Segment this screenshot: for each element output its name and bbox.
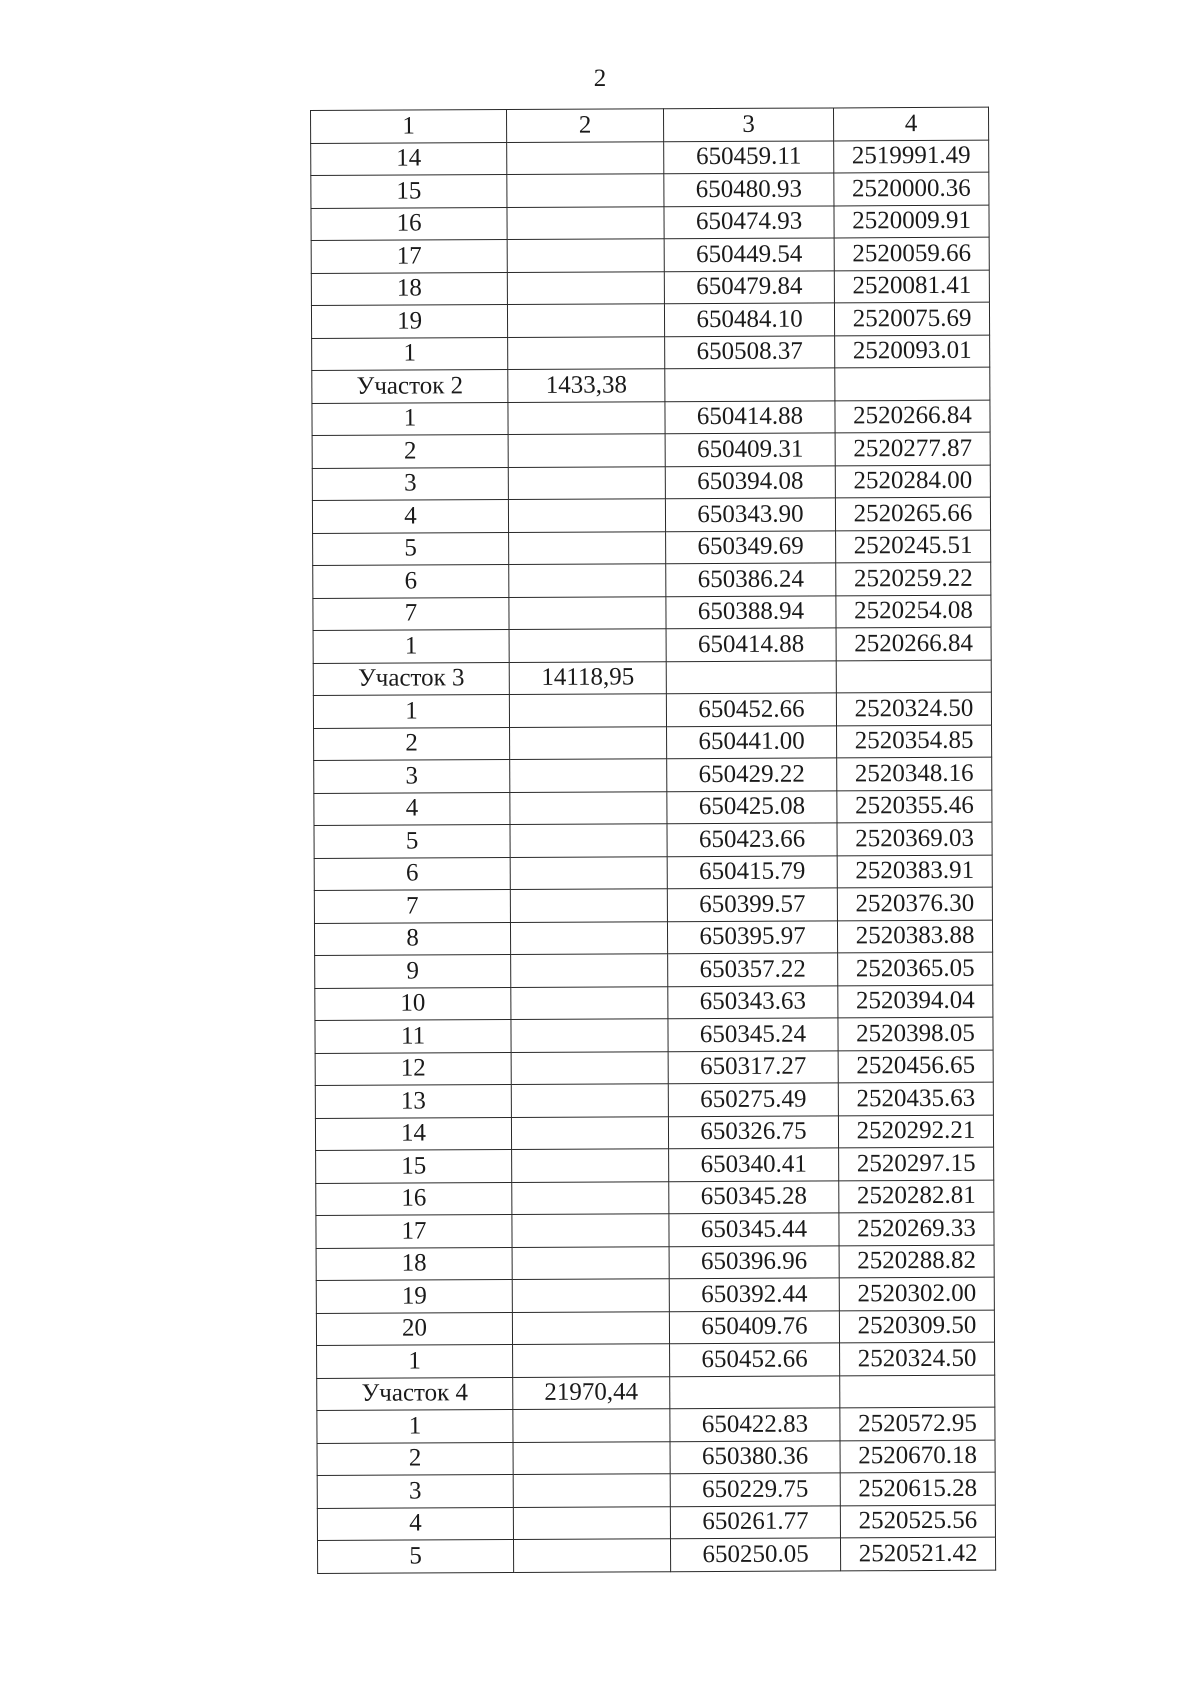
y-coordinate-cell: 2520383.88: [837, 920, 992, 953]
x-coordinate-cell: [670, 1375, 840, 1408]
point-number-cell: 15: [316, 1150, 512, 1183]
x-coordinate-cell: 650380.36: [670, 1440, 840, 1473]
point-number-cell: 3: [317, 1475, 513, 1508]
table-row: [314, 855, 992, 891]
y-coordinate-cell: 2520269.33: [839, 1212, 994, 1245]
x-coordinate-cell: 650229.75: [670, 1473, 840, 1506]
area-cell: [513, 1506, 670, 1539]
x-coordinate-cell: 650345.44: [669, 1213, 839, 1246]
point-number-cell: 3: [314, 760, 510, 793]
y-coordinate-cell: 2520615.28: [840, 1472, 995, 1505]
point-number-cell: 4: [317, 1507, 513, 1540]
point-number-cell: 14: [311, 142, 507, 175]
table-row: [316, 1147, 994, 1183]
area-cell: [512, 1246, 669, 1279]
area-cell: [510, 824, 667, 857]
area-cell: [512, 1311, 669, 1344]
x-coordinate-cell: 650392.44: [669, 1278, 839, 1311]
table-row: [317, 1342, 995, 1378]
area-cell: [507, 174, 664, 207]
x-coordinate-cell: 650326.75: [668, 1115, 838, 1148]
table-row: [316, 1180, 994, 1216]
table-row: [312, 432, 990, 468]
y-coordinate-cell: 2520000.36: [834, 172, 989, 205]
area-cell: [511, 1019, 668, 1052]
point-number-cell: 20: [316, 1312, 512, 1345]
x-coordinate-cell: 650396.96: [669, 1245, 839, 1278]
x-coordinate-cell: 650343.90: [665, 498, 835, 531]
x-coordinate-cell: 650394.08: [665, 465, 835, 498]
table-row: [315, 1115, 993, 1151]
table-row: [317, 1407, 995, 1443]
coordinates-table-body: [311, 107, 996, 1573]
table-row: [312, 465, 990, 501]
y-coordinate-cell: 2520288.82: [839, 1245, 994, 1278]
point-number-cell: 16: [311, 207, 507, 240]
x-coordinate-cell: 650345.24: [668, 1018, 838, 1051]
x-coordinate-cell: 650343.63: [668, 985, 838, 1018]
table-row: [315, 952, 993, 988]
table-row: [311, 302, 989, 338]
y-coordinate-cell: 2520456.65: [838, 1050, 993, 1083]
y-coordinate-cell: 2520369.03: [837, 822, 992, 855]
section-row: [312, 367, 990, 403]
x-coordinate-cell: 650275.49: [668, 1083, 838, 1116]
x-coordinate-cell: 650425.08: [667, 790, 837, 823]
point-number-cell: 17: [311, 240, 507, 273]
header-cell-1: 1: [311, 110, 507, 143]
point-number-cell: 1: [312, 337, 508, 370]
x-coordinate-cell: [665, 368, 835, 401]
table-row: [313, 562, 991, 598]
point-number-cell: 1: [317, 1345, 513, 1378]
y-coordinate-cell: 2520324.50: [840, 1342, 995, 1375]
point-number-cell: 7: [313, 597, 509, 630]
area-cell: [513, 1539, 670, 1572]
area-cell: [510, 791, 667, 824]
area-cell: [511, 954, 668, 987]
area-cell: [513, 1344, 670, 1377]
y-coordinate-cell: 2520435.63: [838, 1082, 993, 1115]
point-number-cell: 2: [312, 435, 508, 468]
x-coordinate-cell: 650484.10: [664, 303, 834, 336]
x-coordinate-cell: 650409.31: [665, 433, 835, 466]
x-coordinate-cell: 650250.05: [670, 1538, 840, 1571]
x-coordinate-cell: 650508.37: [665, 335, 835, 368]
point-number-cell: 1: [313, 630, 509, 663]
x-coordinate-cell: 650349.69: [666, 530, 836, 563]
point-number-cell: 5: [317, 1540, 513, 1573]
table-row: [315, 985, 993, 1021]
y-coordinate-cell: 2520292.21: [838, 1115, 993, 1148]
y-coordinate-cell: 2520254.08: [836, 595, 991, 628]
y-coordinate-cell: [840, 1375, 995, 1408]
table-row: [311, 270, 989, 306]
y-coordinate-cell: 2520266.84: [836, 627, 991, 660]
table-row: [317, 1440, 995, 1476]
section-area-cell: 1433,38: [508, 369, 665, 402]
area-cell: [511, 1084, 668, 1117]
area-cell: [509, 564, 666, 597]
x-coordinate-cell: 650317.27: [668, 1050, 838, 1083]
x-coordinate-cell: 650395.97: [667, 920, 837, 953]
area-cell: [513, 1409, 670, 1442]
area-cell: [507, 271, 664, 304]
point-number-cell: 4: [314, 792, 510, 825]
table-row: [317, 1537, 995, 1573]
area-cell: [513, 1441, 670, 1474]
point-number-cell: 5: [313, 532, 509, 565]
area-cell: [508, 434, 665, 467]
table-row: [316, 1310, 994, 1346]
table-row: [312, 497, 990, 533]
section-name-cell: Участок 4: [317, 1377, 513, 1410]
y-coordinate-cell: 2520572.95: [840, 1407, 995, 1440]
section-row: [313, 660, 991, 696]
point-number-cell: 2: [314, 727, 510, 760]
x-coordinate-cell: 650452.66: [666, 693, 836, 726]
section-name-cell: Участок 3: [313, 662, 509, 695]
area-cell: [508, 401, 665, 434]
table-row: [311, 172, 989, 208]
y-coordinate-cell: 2520302.00: [839, 1277, 994, 1310]
table-row: [316, 1277, 994, 1313]
y-coordinate-cell: 2520525.56: [840, 1505, 995, 1538]
point-number-cell: 10: [315, 987, 511, 1020]
area-cell: [512, 1149, 669, 1182]
area-cell: [509, 596, 666, 629]
area-cell: [510, 856, 667, 889]
area-cell: [512, 1279, 669, 1312]
area-cell: [508, 499, 665, 532]
area-cell: [510, 759, 667, 792]
area-cell: [509, 629, 666, 662]
area-cell: [507, 206, 664, 239]
y-coordinate-cell: 2520277.87: [835, 432, 990, 465]
point-number-cell: 19: [311, 305, 507, 338]
table-row: [315, 1050, 993, 1086]
x-coordinate-cell: 650422.83: [670, 1408, 840, 1441]
table-row: [315, 1017, 993, 1053]
area-cell: [510, 889, 667, 922]
point-number-cell: 9: [315, 955, 511, 988]
y-coordinate-cell: 2520093.01: [835, 335, 990, 368]
y-coordinate-cell: 2520670.18: [840, 1440, 995, 1473]
point-number-cell: 2: [317, 1442, 513, 1475]
area-cell: [513, 1474, 670, 1507]
section-row: [317, 1375, 995, 1411]
table-row: [311, 237, 989, 273]
area-cell: [507, 304, 664, 337]
x-coordinate-cell: 650357.22: [668, 953, 838, 986]
point-number-cell: 1: [312, 402, 508, 435]
x-coordinate-cell: 650415.79: [667, 855, 837, 888]
x-coordinate-cell: 650441.00: [667, 725, 837, 758]
x-coordinate-cell: 650449.54: [664, 238, 834, 271]
y-coordinate-cell: 2520284.00: [835, 465, 990, 498]
y-coordinate-cell: 2519991.49: [834, 140, 989, 173]
point-number-cell: 6: [314, 857, 510, 890]
x-coordinate-cell: 650423.66: [667, 823, 837, 856]
y-coordinate-cell: 2520259.22: [836, 562, 991, 595]
table-row: [317, 1472, 995, 1508]
point-number-cell: 16: [316, 1182, 512, 1215]
y-coordinate-cell: 2520297.15: [839, 1147, 994, 1180]
y-coordinate-cell: 2520365.05: [838, 952, 993, 985]
y-coordinate-cell: 2520075.69: [834, 302, 989, 335]
point-number-cell: 1: [313, 695, 509, 728]
x-coordinate-cell: 650386.24: [666, 563, 836, 596]
y-coordinate-cell: 2520354.85: [837, 725, 992, 758]
area-cell: [511, 986, 668, 1019]
table-row: [315, 1082, 993, 1118]
table-row: [317, 1505, 995, 1541]
table-row: [311, 205, 989, 241]
table-row: [311, 140, 989, 176]
y-coordinate-cell: 2520282.81: [839, 1180, 994, 1213]
point-number-cell: 18: [316, 1247, 512, 1280]
y-coordinate-cell: 2520398.05: [838, 1017, 993, 1050]
point-number-cell: 14: [315, 1117, 511, 1150]
y-coordinate-cell: 2520266.84: [835, 400, 990, 433]
point-number-cell: 12: [315, 1052, 511, 1085]
y-coordinate-cell: 2520081.41: [834, 270, 989, 303]
point-number-cell: 17: [316, 1215, 512, 1248]
x-coordinate-cell: 650388.94: [666, 595, 836, 628]
area-cell: [511, 1116, 668, 1149]
x-coordinate-cell: [666, 660, 836, 693]
area-cell: [507, 239, 664, 272]
table-header-row: [311, 107, 989, 143]
page-number: 2: [593, 65, 607, 92]
area-cell: [508, 336, 665, 369]
point-number-cell: 6: [313, 565, 509, 598]
table-row: [312, 335, 990, 371]
y-coordinate-cell: 2520324.50: [836, 692, 991, 725]
x-coordinate-cell: 650414.88: [665, 400, 835, 433]
header-cell-3: 3: [663, 108, 833, 141]
point-number-cell: 13: [315, 1085, 511, 1118]
point-number-cell: 5: [314, 825, 510, 858]
table-row: [314, 790, 992, 826]
area-cell: [511, 1051, 668, 1084]
table-row: [313, 692, 991, 728]
y-coordinate-cell: 2520394.04: [838, 985, 993, 1018]
y-coordinate-cell: 2520059.66: [834, 237, 989, 270]
y-coordinate-cell: 2520383.91: [837, 855, 992, 888]
table-row: [314, 725, 992, 761]
area-cell: [512, 1181, 669, 1214]
y-coordinate-cell: 2520309.50: [839, 1310, 994, 1343]
x-coordinate-cell: 650340.41: [669, 1148, 839, 1181]
area-cell: [512, 1214, 669, 1247]
x-coordinate-cell: 650452.66: [670, 1343, 840, 1376]
section-area-cell: 14118,95: [509, 661, 666, 694]
header-cell-2: 2: [507, 109, 664, 142]
point-number-cell: 4: [312, 500, 508, 533]
point-number-cell: 19: [316, 1280, 512, 1313]
table-row: [316, 1212, 994, 1248]
x-coordinate-cell: 650261.77: [670, 1505, 840, 1538]
table-row: [314, 757, 992, 793]
y-coordinate-cell: 2520245.51: [836, 530, 991, 563]
section-name-cell: Участок 2: [312, 370, 508, 403]
point-number-cell: 3: [312, 467, 508, 500]
point-number-cell: 11: [315, 1020, 511, 1053]
table-row: [314, 920, 992, 956]
y-coordinate-cell: 2520348.16: [837, 757, 992, 790]
y-coordinate-cell: 2520521.42: [840, 1537, 995, 1570]
point-number-cell: 15: [311, 175, 507, 208]
point-number-cell: 18: [311, 272, 507, 305]
x-coordinate-cell: 650414.88: [666, 628, 836, 661]
table-row: [313, 595, 991, 631]
table-row: [312, 400, 990, 436]
section-area-cell: 21970,44: [513, 1376, 670, 1409]
area-cell: [509, 694, 666, 727]
header-cell-4: 4: [833, 107, 988, 140]
table-row: [313, 627, 991, 663]
coordinates-table: [310, 107, 996, 1574]
x-coordinate-cell: 650479.84: [664, 270, 834, 303]
area-cell: [510, 726, 667, 759]
point-number-cell: 8: [314, 922, 510, 955]
y-coordinate-cell: 2520265.66: [835, 497, 990, 530]
x-coordinate-cell: 650345.28: [669, 1180, 839, 1213]
table-row: [314, 887, 992, 923]
y-coordinate-cell: [836, 660, 991, 693]
y-coordinate-cell: 2520009.91: [834, 205, 989, 238]
area-cell: [510, 921, 667, 954]
area-cell: [507, 141, 664, 174]
area-cell: [508, 466, 665, 499]
y-coordinate-cell: 2520355.46: [837, 790, 992, 823]
x-coordinate-cell: 650474.93: [664, 205, 834, 238]
x-coordinate-cell: 650399.57: [667, 888, 837, 921]
table-row: [316, 1245, 994, 1281]
point-number-cell: 1: [317, 1410, 513, 1443]
y-coordinate-cell: [835, 367, 990, 400]
x-coordinate-cell: 650459.11: [664, 140, 834, 173]
x-coordinate-cell: 650480.93: [664, 173, 834, 206]
table-row: [314, 822, 992, 858]
x-coordinate-cell: 650429.22: [667, 758, 837, 791]
table-row: [313, 530, 991, 566]
y-coordinate-cell: 2520376.30: [837, 887, 992, 920]
point-number-cell: 7: [314, 890, 510, 923]
x-coordinate-cell: 650409.76: [669, 1310, 839, 1343]
area-cell: [509, 531, 666, 564]
